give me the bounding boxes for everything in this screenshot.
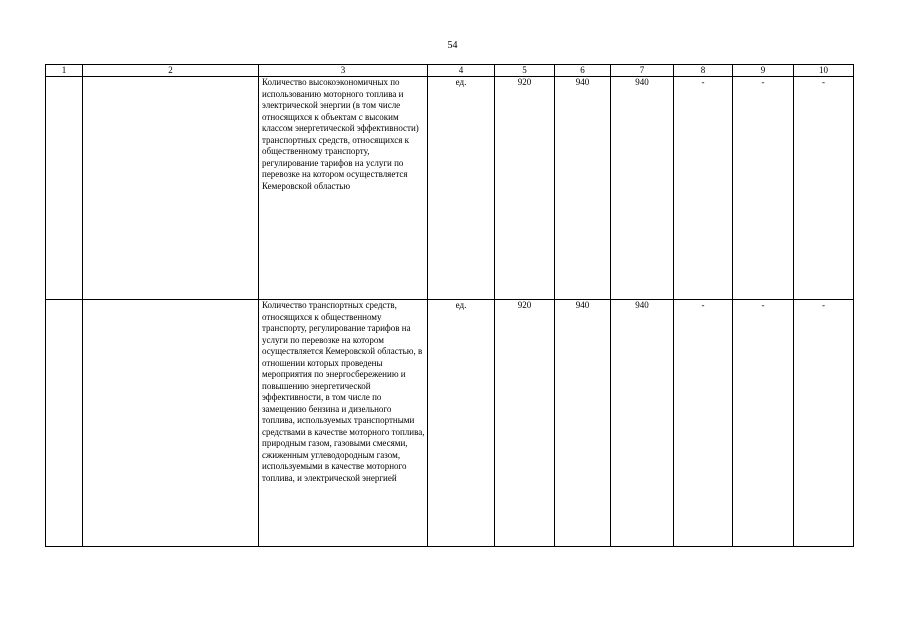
column-header: 7 [611, 65, 674, 77]
column-header: 9 [733, 65, 794, 77]
column-header: 2 [83, 65, 259, 77]
column-header: 8 [674, 65, 733, 77]
value-cell: - [794, 77, 854, 300]
column-header: 1 [46, 65, 83, 77]
table-cell [83, 300, 259, 547]
unit-cell: ед. [428, 300, 495, 547]
column-header: 10 [794, 65, 854, 77]
table-row [46, 77, 854, 300]
table-cell [46, 77, 83, 300]
value-cell: - [674, 77, 733, 300]
unit-cell: ед. [428, 77, 495, 300]
page-number: 54 [447, 40, 458, 51]
value-cell: 920 [495, 77, 555, 300]
table-cell [46, 300, 83, 547]
column-header: 5 [495, 65, 555, 77]
table-row [46, 300, 854, 547]
column-header: 4 [428, 65, 495, 77]
table-cell [83, 77, 259, 300]
value-cell: - [733, 77, 794, 300]
value-cell: 940 [555, 300, 611, 547]
value-cell: 940 [555, 77, 611, 300]
column-number-row [46, 65, 854, 77]
column-header: 6 [555, 65, 611, 77]
value-cell: 920 [495, 300, 555, 547]
value-cell: 940 [611, 300, 674, 547]
value-cell: - [794, 300, 854, 547]
value-cell: - [674, 300, 733, 547]
indicator-table [45, 64, 854, 547]
indicator-description: Количество высокоэкономичных по использованию моторного топлива и электрической энергии (в том числе относящихся к объектам с высоким классом энергетической эффективности) транспортных средств, относящихся к общественному транспорту, регулирование тарифов на услуги по перевозке на котором осуществляется Кемеровской областью [259, 77, 428, 300]
value-cell: - [733, 300, 794, 547]
indicator-description: Количество транспортных средств, относящихся к общественному транспорту, регулирование тарифов на услуги по перевозке на котором осуществляется Кемеровской областью, в отношении которых проведены мероприятия по энергосбережению и повышению энергетической эффективности, в том числе по замещению бензина и дизельного топлива, используемых транспортными средствами в качестве моторного топлива, природным газом, газовыми смесями, сжиженным углеводородным газом, используемыми в качестве моторного топлива, и электрической энергией [259, 300, 428, 547]
value-cell: 940 [611, 77, 674, 300]
column-header: 3 [259, 65, 428, 77]
